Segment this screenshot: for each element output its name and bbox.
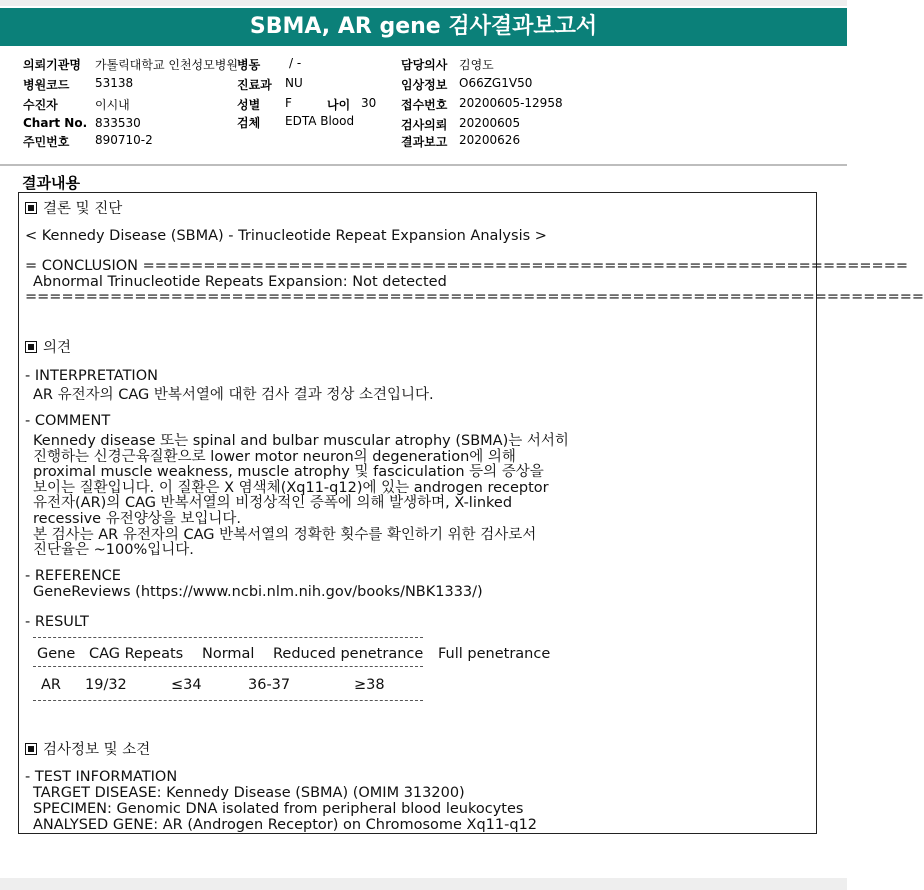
heading-test-info-text: 검사정보 및 소견: [43, 742, 151, 758]
result-header-normal: Normal: [202, 646, 255, 662]
result-cell-full: ≥38: [354, 677, 385, 693]
chart-no-label: Chart No.: [23, 116, 88, 130]
dept-value: NU: [285, 76, 303, 90]
interpretation-label: - INTERPRETATION: [25, 368, 158, 384]
analysis-title: < Kennedy Disease (SBMA) - Trinucleotide Repeat Expansion Analysis >: [25, 228, 547, 244]
patient-info-panel: [0, 52, 847, 166]
report-title: SBMA, AR gene 검사결과보고서: [0, 8, 847, 46]
equals-line: ==========================================================================: [25, 289, 924, 305]
comment-line: 보이는 질환입니다. 이 질환은 X 염색체(Xq11-q12)에 있는 androgen receptor: [33, 480, 549, 496]
request-label: 검사의뢰: [401, 118, 448, 132]
reference-label: - REFERENCE: [25, 568, 121, 584]
receipt-label: 접수번호: [401, 98, 448, 112]
top-strip: [0, 0, 847, 6]
age-label: 나이: [327, 98, 351, 112]
clinical-value: O66ZG1V50: [459, 76, 533, 90]
section-title: 결과내용: [22, 174, 80, 192]
doctor-value: 김영도: [459, 58, 494, 72]
test-info-line: ANALYSED GENE: AR (Androgen Receptor) on Chromosome Xq11-q12: [33, 817, 538, 833]
specimen-label: 검체: [237, 116, 261, 130]
comment-line: recessive 유전양상을 보입니다.: [33, 511, 241, 527]
specimen-value: EDTA Blood: [285, 114, 355, 128]
comment-line: 본 검사는 AR 유전자의 CAG 반복서열의 정확한 횟수를 확인하기 위한 검사로서: [33, 527, 537, 543]
test-info-label: - TEST INFORMATION: [25, 769, 178, 785]
comment-line: Kennedy disease 또는 spinal and bulbar muscular atrophy (SBMA)는 서서히: [33, 433, 569, 449]
heading-conclusion-text: 결론 및 진단: [43, 201, 123, 217]
table-divider: [33, 666, 423, 667]
conclusion-text: Abnormal Trinucleotide Repeats Expansion: Not detected: [33, 274, 447, 290]
result-cell-gene: AR: [41, 677, 61, 693]
request-value: 20200605: [459, 116, 521, 130]
square-bullet-icon: [25, 743, 37, 755]
result-header-cag: CAG Repeats: [89, 646, 184, 662]
institution-label: 의뢰기관명: [23, 58, 81, 72]
conclusion-line: = CONCLUSION ===============================================================: [25, 258, 908, 274]
result-content-box: [18, 192, 924, 834]
result-header-reduced: Reduced penetrance: [273, 646, 424, 662]
ward-label: 병동: [237, 58, 261, 72]
ward-value: / -: [289, 56, 302, 70]
comment-line: 진단율은 ~100%입니다.: [33, 542, 194, 558]
bottom-strip: [0, 878, 847, 890]
dept-label: 진료과: [237, 78, 272, 92]
result-header-gene: Gene: [37, 646, 76, 662]
rrn-label: 주민번호: [23, 135, 70, 149]
chart-no-value: 833530: [95, 116, 141, 130]
result-cell-normal: ≤34: [171, 677, 202, 693]
heading-conclusion: [25, 197, 122, 218]
comment-line: 유전자(AR)의 CAG 반복서열의 비정상적인 증폭에 의해 발생하며, X-linked: [33, 495, 513, 511]
report-date-value: 20200626: [459, 133, 521, 147]
result-cell-reduced: 36-37: [248, 677, 291, 693]
comment-line: proximal muscle weakness, muscle atrophy 및 fasciculation 등의 증상을: [33, 464, 544, 480]
test-info-line: TARGET DISEASE: Kennedy Disease (SBMA) (OMIM 313200): [33, 785, 465, 801]
hospital-code-value: 53138: [95, 76, 134, 90]
patient-value: 이시내: [95, 98, 130, 112]
patient-label: 수진자: [23, 98, 58, 112]
institution-value: 가톨릭대학교 인천성모병원: [95, 58, 238, 72]
result-header-full: Full penetrance: [438, 646, 551, 662]
clinical-label: 임상정보: [401, 78, 448, 92]
rrn-value: 890710-2: [95, 133, 153, 147]
hospital-code-label: 병원코드: [23, 78, 70, 92]
table-divider: [33, 637, 423, 638]
age-value: 30: [361, 96, 377, 110]
doctor-label: 담당의사: [401, 58, 448, 72]
sex-label: 성별: [237, 98, 261, 112]
square-bullet-icon: [25, 341, 37, 353]
reference-text: GeneReviews (https://www.ncbi.nlm.nih.gov/books/NBK1333/): [33, 584, 483, 600]
interpretation-text: AR 유전자의 CAG 반복서열에 대한 검사 결과 정상 소견입니다.: [33, 387, 434, 403]
heading-opinion-text: 의견: [43, 340, 72, 356]
result-label: - RESULT: [25, 614, 89, 630]
receipt-value: 20200605-12958: [459, 96, 563, 110]
test-info-line: SPECIMEN: Genomic DNA isolated from peripheral blood leukocytes: [33, 801, 524, 817]
comment-line: 진행하는 신경근육질환으로 lower motor neuron의 degeneration에 의해: [33, 449, 516, 465]
table-divider: [33, 700, 423, 701]
comment-label: - COMMENT: [25, 413, 111, 429]
sex-value: F: [285, 96, 292, 110]
square-bullet-icon: [25, 202, 37, 214]
heading-test-info: [25, 738, 150, 759]
result-cell-cag: 19/32: [85, 677, 127, 693]
heading-opinion: [25, 336, 71, 357]
report-date-label: 결과보고: [401, 135, 448, 149]
